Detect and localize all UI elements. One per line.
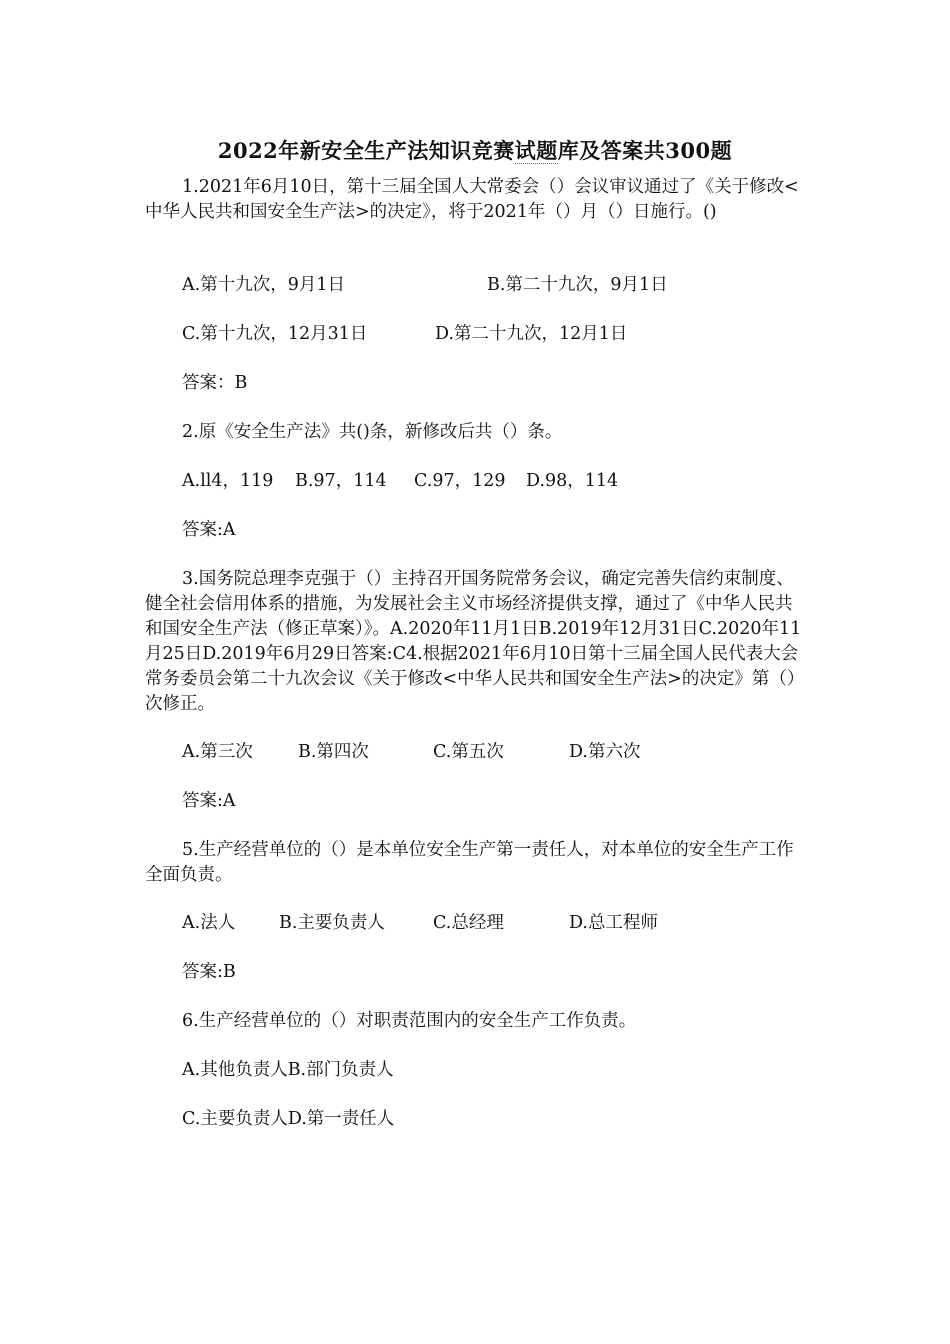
page-title [0, 135, 950, 165]
question-5-option-a: A.法人 [182, 913, 236, 933]
question-6-options-cd: C.主要负责人D.第一责任人 [182, 1109, 395, 1129]
question-1-option-b: B.第二十九次，9月1日 [487, 275, 668, 295]
question-2-option-d: D.98，114 [526, 471, 619, 491]
question-2-option-c: C.97，129 [414, 471, 506, 491]
question-1-option-d: D.第二十九次，12月1日 [435, 324, 628, 344]
question-5-stem: 5.生产经营单位的（）是本单位安全生产第一责任人，对本单位的安全生产工作全面负责。 [145, 840, 794, 885]
question-4-option-c: C.第五次 [433, 742, 504, 762]
title-text-3: 库及答案共300题 [557, 138, 733, 163]
question-5-option-d: D.总工程师 [569, 913, 658, 933]
question-3-stem: 3.国务院总理李克强于（）主持召开国务院常务会议，确定完善失信约束制度、健全社会信用体系的措施，为发展社会主义市场经济提供支撑，通过了《中华人民共和国安全生产法（修正草案）》。A.2020年11月1日B.2019年12月31日C.2020年11月25日D.2019年6月29日答案:C4.根据2021年6月10日第十三届全国人民代表大会常务委员会第二十九次会议《关于修改<中华人民共和国安全生产法>的决定》第（）次修正。 [145, 569, 805, 714]
question-4-option-a: A.第三次 [182, 742, 253, 762]
question-2-stem: 2.原《安全生产法》共()条，新修改后共（）条。 [182, 422, 563, 442]
title-text-1: 2022年新安全生产法知识竞赛 [217, 138, 515, 163]
question-5-answer: 答案:B [182, 962, 236, 982]
question-5-option-c: C.总经理 [433, 913, 504, 933]
question-4-option-b: B.第四次 [298, 742, 369, 762]
question-1-option-c: C.第十九次，12月31日 [182, 324, 368, 344]
question-6-options-ab: A.其他负责人B.部门负责人 [182, 1060, 394, 1080]
question-2-option-a: A.ll4，119 [182, 471, 274, 491]
question-4-answer: 答案:A [182, 791, 236, 811]
question-5-option-b: B.主要负责人 [279, 913, 385, 933]
question-1-option-a: A.第十九次，9月1日 [182, 275, 345, 295]
question-6-stem: 6.生产经营单位的（）对职责范围内的安全生产工作负责。 [182, 1011, 637, 1031]
question-4-option-d: D.第六次 [569, 742, 641, 762]
title-text-2: 试题 [514, 138, 558, 163]
question-2-option-b: B.97，114 [295, 471, 387, 491]
question-2-answer: 答案:A [182, 520, 236, 540]
question-1-answer: 答案：B [182, 373, 248, 393]
question-1-stem: 1.2021年6月10日，第十三届全国人大常委会（）会议审议通过了《关于修改<中华人民共和国安全生产法>的决定》，将于2021年（）月（）日施行。() [145, 177, 799, 222]
